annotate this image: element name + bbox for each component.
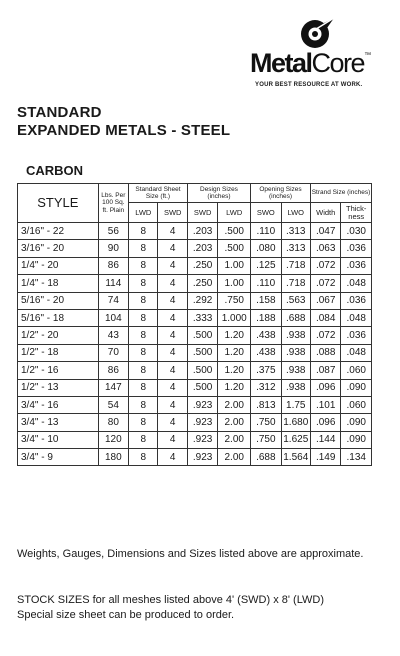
header-width: Width	[310, 203, 340, 223]
cell-sheet-lwd: 8	[129, 414, 158, 431]
cell-lwo: .313	[281, 240, 310, 257]
cell-sheet-swd: 4	[158, 223, 187, 240]
cell-width: .088	[310, 344, 340, 361]
cell-lwo: 1.75	[281, 396, 310, 413]
trademark-symbol: ™	[364, 52, 372, 59]
cell-lwo: .563	[281, 292, 310, 309]
cell-thickness: .036	[341, 292, 372, 309]
cell-swo: .312	[251, 379, 281, 396]
cell-sheet-lwd: 8	[129, 240, 158, 257]
cell-style: 5/16" - 20	[18, 292, 99, 309]
cell-sheet-swd: 4	[158, 449, 187, 466]
header-sheet-swd: SWD	[158, 203, 187, 223]
cell-design-swd: .923	[187, 449, 217, 466]
cell-sheet-swd: 4	[158, 292, 187, 309]
cell-swo: .110	[251, 275, 281, 292]
cell-design-swd: .923	[187, 396, 217, 413]
header-sheet-lwd: LWD	[129, 203, 158, 223]
cell-lwo: 1.564	[281, 449, 310, 466]
cell-thickness: .036	[341, 327, 372, 344]
cell-thickness: .048	[341, 344, 372, 361]
cell-sheet-swd: 4	[158, 309, 187, 326]
cell-lbs: 147	[98, 379, 128, 396]
cell-width: .144	[310, 431, 340, 448]
cell-swo: .688	[251, 449, 281, 466]
cell-sheet-lwd: 8	[129, 431, 158, 448]
table-row	[18, 414, 372, 431]
cell-style: 3/4" - 13	[18, 414, 99, 431]
cell-width: .096	[310, 414, 340, 431]
table-row	[18, 431, 372, 448]
table-row	[18, 327, 372, 344]
cell-design-swd: .250	[187, 275, 217, 292]
cell-lwo: .938	[281, 344, 310, 361]
cell-design-lwd: .500	[218, 240, 251, 257]
cell-lwo: 1.680	[281, 414, 310, 431]
cell-swo: .750	[251, 431, 281, 448]
cell-lbs: 54	[98, 396, 128, 413]
table-row	[18, 449, 372, 466]
header-design-sizes: Design Sizes (inches)	[187, 184, 250, 203]
title-line-1: STANDARD	[17, 104, 102, 121]
cell-lbs: 80	[98, 414, 128, 431]
cell-design-swd: .292	[187, 292, 217, 309]
brand-name	[250, 48, 371, 79]
header-sheet-size: Standard Sheet Size (ft.)	[129, 184, 188, 203]
cell-lwo: 1.625	[281, 431, 310, 448]
cell-thickness: .036	[341, 240, 372, 257]
cell-thickness: .090	[341, 431, 372, 448]
cell-thickness: .090	[341, 379, 372, 396]
cell-thickness: .090	[341, 414, 372, 431]
cell-lwo: .313	[281, 223, 310, 240]
cell-sheet-swd: 4	[158, 414, 187, 431]
cell-design-swd: .333	[187, 309, 217, 326]
brand-name-part2: Core	[311, 48, 365, 78]
table-row	[18, 292, 372, 309]
cell-swo: .375	[251, 362, 281, 379]
cell-lwo: .938	[281, 362, 310, 379]
cell-lbs: 104	[98, 309, 128, 326]
cell-sheet-lwd: 8	[129, 449, 158, 466]
cell-design-swd: .203	[187, 223, 217, 240]
metalcore-logo-icon	[300, 16, 336, 52]
cell-sheet-lwd: 8	[129, 275, 158, 292]
cell-width: .084	[310, 309, 340, 326]
brand-tagline: YOUR BEST RESOURCE AT WORK.	[255, 82, 363, 88]
cell-lbs: 120	[98, 431, 128, 448]
cell-style: 1/2" - 18	[18, 344, 99, 361]
brand-name-part1: Metal	[250, 48, 312, 78]
cell-width: .087	[310, 362, 340, 379]
cell-design-lwd: 1.000	[218, 309, 251, 326]
cell-width: .072	[310, 275, 340, 292]
cell-sheet-lwd: 8	[129, 309, 158, 326]
cell-swo: .080	[251, 240, 281, 257]
cell-lbs: 114	[98, 275, 128, 292]
cell-thickness: .048	[341, 309, 372, 326]
cell-sheet-lwd: 8	[129, 223, 158, 240]
cell-style: 3/4" - 10	[18, 431, 99, 448]
cell-thickness: .060	[341, 396, 372, 413]
table-row	[18, 396, 372, 413]
cell-design-swd: .250	[187, 257, 217, 274]
cell-design-lwd: 1.20	[218, 379, 251, 396]
cell-style: 3/16" - 20	[18, 240, 99, 257]
cell-sheet-lwd: 8	[129, 379, 158, 396]
cell-lwo: .688	[281, 309, 310, 326]
cell-style: 5/16" - 18	[18, 309, 99, 326]
cell-lbs: 180	[98, 449, 128, 466]
cell-swo: .125	[251, 257, 281, 274]
cell-swo: .750	[251, 414, 281, 431]
cell-style: 3/16" - 22	[18, 223, 99, 240]
cell-sheet-lwd: 8	[129, 362, 158, 379]
cell-design-lwd: .500	[218, 223, 251, 240]
cell-thickness: .060	[341, 362, 372, 379]
cell-width: .067	[310, 292, 340, 309]
cell-sheet-lwd: 8	[129, 327, 158, 344]
cell-swo: .188	[251, 309, 281, 326]
cell-sheet-swd: 4	[158, 379, 187, 396]
table-row	[18, 257, 372, 274]
cell-design-lwd: 1.20	[218, 327, 251, 344]
cell-width: .063	[310, 240, 340, 257]
cell-lwo: .718	[281, 257, 310, 274]
cell-design-lwd: 1.00	[218, 257, 251, 274]
cell-thickness: .048	[341, 275, 372, 292]
spec-table	[17, 183, 372, 466]
cell-design-swd: .923	[187, 414, 217, 431]
header-lwo: LWO	[281, 203, 310, 223]
table-row	[18, 240, 372, 257]
cell-sheet-lwd: 8	[129, 257, 158, 274]
cell-lbs: 86	[98, 362, 128, 379]
table-row	[18, 309, 372, 326]
cell-style: 1/2" - 16	[18, 362, 99, 379]
cell-thickness: .036	[341, 257, 372, 274]
page-title	[17, 104, 230, 140]
cell-width: .047	[310, 223, 340, 240]
cell-sheet-lwd: 8	[129, 396, 158, 413]
cell-design-lwd: 1.20	[218, 362, 251, 379]
table-row	[18, 362, 372, 379]
cell-swo: .438	[251, 327, 281, 344]
cell-sheet-lwd: 8	[129, 292, 158, 309]
cell-width: .101	[310, 396, 340, 413]
cell-design-lwd: 2.00	[218, 431, 251, 448]
cell-style: 1/2" - 13	[18, 379, 99, 396]
cell-sheet-swd: 4	[158, 396, 187, 413]
cell-sheet-swd: 4	[158, 275, 187, 292]
cell-style: 3/4" - 16	[18, 396, 99, 413]
header-design-swd: SWD	[187, 203, 217, 223]
table-row	[18, 344, 372, 361]
title-line-2: EXPANDED METALS - STEEL	[17, 122, 231, 139]
cell-lbs: 74	[98, 292, 128, 309]
header-style: STYLE	[18, 184, 99, 223]
cell-width: .072	[310, 327, 340, 344]
cell-thickness: .030	[341, 223, 372, 240]
cell-style: 1/2" - 20	[18, 327, 99, 344]
cell-lwo: .938	[281, 379, 310, 396]
table-row	[18, 379, 372, 396]
cell-sheet-swd: 4	[158, 344, 187, 361]
cell-design-lwd: 1.00	[218, 275, 251, 292]
cell-width: .072	[310, 257, 340, 274]
cell-sheet-swd: 4	[158, 362, 187, 379]
table-row	[18, 223, 372, 240]
section-heading: CARBON	[26, 163, 84, 178]
cell-sheet-swd: 4	[158, 257, 187, 274]
cell-design-lwd: 1.20	[218, 344, 251, 361]
header-design-lwd: LWD	[218, 203, 251, 223]
cell-design-lwd: 2.00	[218, 396, 251, 413]
header-opening-sizes: Opening Sizes (inches)	[251, 184, 311, 203]
stock-sizes-line-1: STOCK SIZES for all meshes listed above 4' (SWD) x 8' (LWD)	[17, 594, 324, 606]
header-strand-size: Strand Size (inches)	[310, 184, 371, 203]
cell-width: .149	[310, 449, 340, 466]
cell-width: .096	[310, 379, 340, 396]
cell-lbs: 70	[98, 344, 128, 361]
cell-design-lwd: 2.00	[218, 414, 251, 431]
cell-design-lwd: .750	[218, 292, 251, 309]
stock-sizes-note	[17, 593, 324, 623]
cell-swo: .438	[251, 344, 281, 361]
header-thickness: Thick-ness	[341, 203, 372, 223]
cell-lwo: .718	[281, 275, 310, 292]
cell-design-swd: .500	[187, 344, 217, 361]
cell-design-swd: .500	[187, 379, 217, 396]
cell-style: 1/4" - 18	[18, 275, 99, 292]
cell-lbs: 56	[98, 223, 128, 240]
cell-design-swd: .500	[187, 362, 217, 379]
cell-design-lwd: 2.00	[218, 449, 251, 466]
cell-lbs: 90	[98, 240, 128, 257]
table-row	[18, 275, 372, 292]
cell-sheet-swd: 4	[158, 431, 187, 448]
stock-sizes-line-2: Special size sheet can be produced to order.	[17, 609, 235, 621]
approximate-note: Weights, Gauges, Dimensions and Sizes listed above are approximate.	[17, 548, 364, 560]
cell-lbs: 86	[98, 257, 128, 274]
cell-style: 3/4" - 9	[18, 449, 99, 466]
cell-sheet-swd: 4	[158, 240, 187, 257]
header-lbs: Lbs. Per 100 Sq. ft. Plain	[98, 184, 128, 223]
cell-design-swd: .500	[187, 327, 217, 344]
cell-thickness: .134	[341, 449, 372, 466]
cell-design-swd: .203	[187, 240, 217, 257]
brand-logo	[242, 16, 392, 96]
cell-sheet-lwd: 8	[129, 344, 158, 361]
header-swo: SWO	[251, 203, 281, 223]
spec-table-body	[18, 223, 372, 466]
cell-sheet-swd: 4	[158, 327, 187, 344]
cell-lwo: .938	[281, 327, 310, 344]
cell-style: 1/4" - 20	[18, 257, 99, 274]
cell-swo: .110	[251, 223, 281, 240]
cell-swo: .158	[251, 292, 281, 309]
cell-lbs: 43	[98, 327, 128, 344]
cell-swo: .813	[251, 396, 281, 413]
cell-design-swd: .923	[187, 431, 217, 448]
